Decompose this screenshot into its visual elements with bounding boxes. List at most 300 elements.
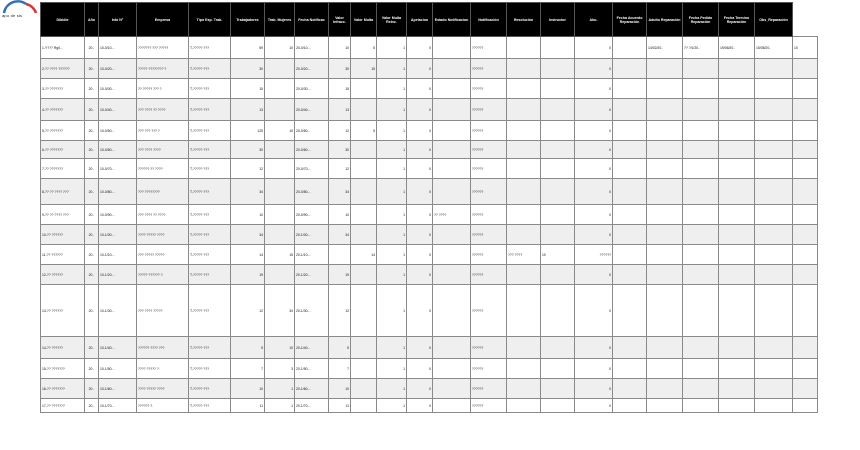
table-cell[interactable]	[793, 141, 818, 159]
table-cell[interactable]	[351, 337, 377, 359]
table-cell[interactable]: 0	[407, 399, 433, 413]
table-cell[interactable]: 20..	[85, 59, 99, 79]
table-cell[interactable]: 17-?? ???????	[41, 399, 85, 413]
column-header[interactable]: Abo.	[575, 3, 613, 37]
table-cell[interactable]	[265, 265, 295, 285]
table-cell[interactable]	[351, 159, 377, 179]
table-cell[interactable]: 20-0/70-..	[295, 159, 329, 179]
table-cell[interactable]	[507, 159, 541, 179]
table-cell[interactable]: 10-1/30-..	[99, 285, 137, 337]
table-row[interactable]	[41, 121, 818, 141]
table-cell[interactable]: T-????? ???	[189, 141, 231, 159]
table-cell[interactable]	[683, 99, 719, 121]
table-cell[interactable]: T-????? ???	[189, 179, 231, 205]
table-cell[interactable]	[433, 337, 471, 359]
table-cell[interactable]: ??????	[575, 245, 613, 265]
table-cell[interactable]	[541, 225, 575, 245]
table-cell[interactable]	[683, 337, 719, 359]
table-cell[interactable]: 0	[407, 179, 433, 205]
table-cell[interactable]	[755, 121, 793, 141]
table-cell[interactable]: ??????	[471, 399, 507, 413]
table-cell[interactable]: 15	[351, 59, 377, 79]
table-cell[interactable]	[433, 37, 471, 59]
table-cell[interactable]	[719, 245, 755, 265]
table-cell[interactable]: 0	[407, 37, 433, 59]
table-cell[interactable]	[793, 399, 818, 413]
table-cell[interactable]	[719, 399, 755, 413]
table-cell[interactable]: 12-?? ??????	[41, 265, 85, 285]
column-header[interactable]: Apelacion	[407, 3, 433, 37]
table-cell[interactable]: ??????	[471, 59, 507, 79]
table-cell[interactable]: ?????? ???? ???	[137, 337, 189, 359]
table-cell[interactable]: 20..	[85, 359, 99, 379]
table-cell[interactable]: 10-0/10-..	[99, 37, 137, 59]
table-cell[interactable]: 1	[265, 399, 295, 413]
column-header[interactable]: Empresa	[137, 3, 189, 37]
table-cell[interactable]	[507, 379, 541, 399]
table-cell[interactable]: 20..	[85, 141, 99, 159]
table-cell[interactable]: 20..	[85, 265, 99, 285]
table-cell[interactable]	[507, 121, 541, 141]
table-cell[interactable]: ???? ????? ????	[137, 379, 189, 399]
table-cell[interactable]: 20-1/30-..	[295, 285, 329, 337]
column-header[interactable]: Resolución	[507, 3, 541, 37]
table-cell[interactable]: 0	[575, 141, 613, 159]
table-cell[interactable]: 10-0/30-..	[99, 79, 137, 99]
table-cell[interactable]	[647, 141, 683, 159]
table-cell[interactable]	[755, 205, 793, 225]
table-cell[interactable]	[613, 399, 647, 413]
table-cell[interactable]	[541, 179, 575, 205]
table-cell[interactable]: 1	[377, 59, 407, 79]
table-cell[interactable]	[755, 79, 793, 99]
table-cell[interactable]	[541, 79, 575, 99]
table-cell[interactable]	[541, 59, 575, 79]
table-cell[interactable]: 5	[231, 337, 265, 359]
table-cell[interactable]: 20-1/50-..	[295, 359, 329, 379]
column-header[interactable]: Notificación	[471, 3, 507, 37]
table-cell[interactable]	[683, 359, 719, 379]
table-cell[interactable]: ??? ???? ?? ????	[137, 99, 189, 121]
table-cell[interactable]	[613, 141, 647, 159]
table-row[interactable]	[41, 245, 818, 265]
table-row[interactable]	[41, 205, 818, 225]
table-cell[interactable]: 15	[329, 79, 351, 99]
table-cell[interactable]	[647, 245, 683, 265]
table-cell[interactable]: 0	[575, 159, 613, 179]
table-cell[interactable]: 1	[377, 99, 407, 121]
table-cell[interactable]	[755, 379, 793, 399]
table-cell[interactable]	[507, 359, 541, 379]
table-cell[interactable]: 13	[231, 99, 265, 121]
table-cell[interactable]	[683, 59, 719, 79]
table-cell[interactable]	[433, 179, 471, 205]
table-cell[interactable]: 20-1/10-..	[295, 245, 329, 265]
table-cell[interactable]: ??????	[471, 359, 507, 379]
table-cell[interactable]: 10-0/80-..	[99, 179, 137, 205]
table-cell[interactable]	[683, 225, 719, 245]
table-cell[interactable]	[755, 59, 793, 79]
table-cell[interactable]	[507, 399, 541, 413]
table-cell[interactable]	[507, 337, 541, 359]
table-cell[interactable]	[351, 225, 377, 245]
table-cell[interactable]	[683, 399, 719, 413]
table-cell[interactable]	[613, 159, 647, 179]
table-cell[interactable]: 20..	[85, 399, 99, 413]
table-cell[interactable]	[351, 99, 377, 121]
column-header[interactable]: Valor Multa	[351, 3, 377, 37]
table-cell[interactable]	[683, 141, 719, 159]
table-cell[interactable]: 0	[407, 159, 433, 179]
table-cell[interactable]: 10	[265, 337, 295, 359]
table-cell[interactable]: T-????? ???	[189, 285, 231, 337]
table-cell[interactable]	[793, 359, 818, 379]
table-cell[interactable]	[719, 205, 755, 225]
table-cell[interactable]	[265, 79, 295, 99]
table-cell[interactable]	[507, 79, 541, 99]
table-cell[interactable]: 10-0/90-..	[99, 205, 137, 225]
table-cell[interactable]: 20-1/60-..	[295, 379, 329, 399]
table-cell[interactable]	[351, 179, 377, 205]
table-cell[interactable]: 1	[377, 37, 407, 59]
table-cell[interactable]	[647, 79, 683, 99]
table-cell[interactable]	[647, 225, 683, 245]
table-cell[interactable]	[647, 337, 683, 359]
table-cell[interactable]: 11	[329, 399, 351, 413]
table-cell[interactable]: 10	[265, 37, 295, 59]
table-cell[interactable]: 20..	[85, 79, 99, 99]
table-cell[interactable]	[647, 121, 683, 141]
column-header[interactable]: Fecha Pedido Reparación	[683, 3, 719, 37]
table-cell[interactable]: 10	[329, 205, 351, 225]
table-cell[interactable]	[719, 337, 755, 359]
table-cell[interactable]	[647, 285, 683, 337]
table-cell[interactable]: 0	[407, 265, 433, 285]
table-cell[interactable]: T-????? ???	[189, 359, 231, 379]
table-cell[interactable]: 14/02/20..	[647, 37, 683, 59]
table-cell[interactable]: 3-?? ???????	[41, 79, 85, 99]
table-cell[interactable]: 0	[575, 179, 613, 205]
column-header[interactable]: Adulto Reparación	[647, 3, 683, 37]
table-cell[interactable]: ?????? ?? ????	[137, 159, 189, 179]
table-cell[interactable]: 12	[231, 285, 265, 337]
table-cell[interactable]: 0	[407, 79, 433, 99]
table-cell[interactable]	[541, 285, 575, 337]
table-cell[interactable]: T-????? ???	[189, 159, 231, 179]
table-cell[interactable]	[755, 179, 793, 205]
table-cell[interactable]: ?????? ?.	[137, 399, 189, 413]
table-cell[interactable]: 0	[407, 141, 433, 159]
table-cell[interactable]	[613, 225, 647, 245]
table-cell[interactable]	[755, 337, 793, 359]
table-cell[interactable]: ???? ????? ?.	[137, 359, 189, 379]
table-cell[interactable]: 1	[265, 379, 295, 399]
table-cell[interactable]	[433, 59, 471, 79]
table-cell[interactable]: 0	[575, 37, 613, 59]
table-cell[interactable]: T-????? ???	[189, 399, 231, 413]
table-cell[interactable]	[541, 121, 575, 141]
table-cell[interactable]: 30	[231, 59, 265, 79]
table-cell[interactable]: 0	[407, 121, 433, 141]
table-cell[interactable]: 19	[231, 265, 265, 285]
table-cell[interactable]	[647, 379, 683, 399]
table-row[interactable]	[41, 265, 818, 285]
table-row[interactable]	[41, 59, 818, 79]
table-cell[interactable]	[613, 359, 647, 379]
table-cell[interactable]	[683, 79, 719, 99]
table-cell[interactable]: T-????? ???	[189, 121, 231, 141]
table-cell[interactable]: ????? ?????? ?.	[137, 265, 189, 285]
table-cell[interactable]	[351, 379, 377, 399]
table-cell[interactable]: 11-?? ??????	[41, 245, 85, 265]
table-cell[interactable]: ??? ??? ??? ?	[137, 121, 189, 141]
table-cell[interactable]: T-????? ???	[189, 245, 231, 265]
table-row[interactable]	[41, 399, 818, 413]
table-cell[interactable]	[793, 379, 818, 399]
table-cell[interactable]: 0	[575, 99, 613, 121]
table-row[interactable]	[41, 225, 818, 245]
table-cell[interactable]: 10	[329, 379, 351, 399]
table-cell[interactable]: 1-Y??? Rg0...	[41, 37, 85, 59]
table-cell[interactable]	[351, 205, 377, 225]
table-cell[interactable]	[541, 399, 575, 413]
table-cell[interactable]: 30	[231, 141, 265, 159]
table-cell[interactable]: 20..	[85, 121, 99, 141]
table-cell[interactable]: 1	[377, 179, 407, 205]
table-cell[interactable]: 1	[377, 205, 407, 225]
table-cell[interactable]: ??????	[471, 79, 507, 99]
table-cell[interactable]	[719, 265, 755, 285]
column-header[interactable]: Trabajadores	[231, 3, 265, 37]
table-cell[interactable]	[613, 179, 647, 205]
table-cell[interactable]: 20-0/50-..	[295, 121, 329, 141]
table-cell[interactable]	[647, 359, 683, 379]
column-header[interactable]: Tipo Exp. Trab.	[189, 3, 231, 37]
table-cell[interactable]	[541, 337, 575, 359]
table-cell[interactable]: T-????? ???	[189, 37, 231, 59]
table-cell[interactable]: 13	[329, 99, 351, 121]
table-cell[interactable]: 14-?? ??????	[41, 337, 85, 359]
table-cell[interactable]: ????? ???????? ?	[137, 59, 189, 79]
table-cell[interactable]: 20-1/70-..	[295, 399, 329, 413]
table-cell[interactable]	[351, 141, 377, 159]
table-cell[interactable]: ?? ????? ??? ?	[137, 79, 189, 99]
table-cell[interactable]	[541, 99, 575, 121]
table-cell[interactable]: 12	[329, 285, 351, 337]
table-cell[interactable]: 19/06/20..	[719, 37, 755, 59]
table-cell[interactable]	[793, 179, 818, 205]
table-cell[interactable]: 30	[329, 141, 351, 159]
table-cell[interactable]: 0	[575, 359, 613, 379]
table-cell[interactable]: ??????	[471, 121, 507, 141]
table-cell[interactable]: 10	[231, 379, 265, 399]
table-cell[interactable]	[433, 159, 471, 179]
table-cell[interactable]	[613, 99, 647, 121]
table-cell[interactable]: 1	[377, 121, 407, 141]
table-cell[interactable]: ???? ????? ????	[137, 225, 189, 245]
column-header[interactable]: Fecha Termino Reparación	[719, 3, 755, 37]
table-cell[interactable]: ??????	[471, 285, 507, 337]
table-cell[interactable]	[793, 99, 818, 121]
table-cell[interactable]	[507, 141, 541, 159]
table-cell[interactable]	[265, 59, 295, 79]
table-cell[interactable]: 20-1/20-..	[295, 265, 329, 285]
table-cell[interactable]: 16-?? ???????	[41, 379, 85, 399]
table-row[interactable]	[41, 79, 818, 99]
table-cell[interactable]: 0	[407, 337, 433, 359]
table-cell[interactable]	[793, 225, 818, 245]
table-cell[interactable]: 10-1/00-..	[99, 225, 137, 245]
table-cell[interactable]	[613, 285, 647, 337]
table-cell[interactable]	[613, 245, 647, 265]
table-cell[interactable]	[507, 99, 541, 121]
table-cell[interactable]: ??? ???? ?????	[137, 285, 189, 337]
table-cell[interactable]	[541, 205, 575, 225]
table-cell[interactable]	[613, 37, 647, 59]
table-cell[interactable]	[647, 99, 683, 121]
table-cell[interactable]	[507, 285, 541, 337]
table-cell[interactable]	[541, 379, 575, 399]
table-cell[interactable]: 10-1/40-..	[99, 337, 137, 359]
table-cell[interactable]: 1	[377, 337, 407, 359]
table-cell[interactable]: 34	[265, 285, 295, 337]
table-cell[interactable]	[755, 399, 793, 413]
table-cell[interactable]	[433, 399, 471, 413]
table-cell[interactable]	[683, 205, 719, 225]
table-cell[interactable]	[433, 79, 471, 99]
table-cell[interactable]: 5-?? ???????	[41, 121, 85, 141]
table-cell[interactable]	[433, 265, 471, 285]
table-cell[interactable]	[719, 225, 755, 245]
table-cell[interactable]	[351, 399, 377, 413]
table-cell[interactable]: 0	[575, 379, 613, 399]
table-cell[interactable]: 0	[407, 99, 433, 121]
table-cell[interactable]: ??????	[471, 37, 507, 59]
table-cell[interactable]	[613, 337, 647, 359]
table-cell[interactable]	[647, 205, 683, 225]
table-cell[interactable]: 10-1/20-..	[99, 265, 137, 285]
table-cell[interactable]	[433, 245, 471, 265]
table-cell[interactable]	[647, 179, 683, 205]
table-cell[interactable]	[719, 79, 755, 99]
table-cell[interactable]: 20-1/40-..	[295, 337, 329, 359]
table-cell[interactable]: 34	[329, 179, 351, 205]
table-cell[interactable]: 10	[329, 37, 351, 59]
table-cell[interactable]: 5	[329, 337, 351, 359]
table-cell[interactable]	[683, 121, 719, 141]
table-cell[interactable]: 8-?? ?? ???? ???	[41, 179, 85, 205]
table-cell[interactable]	[683, 265, 719, 285]
table-cell[interactable]	[433, 141, 471, 159]
table-cell[interactable]: 0	[575, 205, 613, 225]
table-cell[interactable]: 3	[265, 359, 295, 379]
table-cell[interactable]	[755, 159, 793, 179]
table-cell[interactable]: 12	[329, 159, 351, 179]
table-cell[interactable]: ??? ????????	[137, 179, 189, 205]
table-cell[interactable]	[793, 285, 818, 337]
column-header[interactable]: Valor Infracc.	[329, 3, 351, 37]
table-cell[interactable]: T-????? ???	[189, 265, 231, 285]
table-cell[interactable]	[507, 59, 541, 79]
table-cell[interactable]: 0	[407, 59, 433, 79]
table-cell[interactable]: 20..	[85, 225, 99, 245]
table-cell[interactable]: 10-0/20-..	[99, 59, 137, 79]
table-cell[interactable]	[647, 159, 683, 179]
table-cell[interactable]	[755, 141, 793, 159]
table-cell[interactable]: ??? ???? ????	[137, 141, 189, 159]
table-cell[interactable]: 1	[377, 159, 407, 179]
table-cell[interactable]	[541, 265, 575, 285]
table-cell[interactable]: 0	[575, 79, 613, 99]
table-cell[interactable]: ??????	[471, 205, 507, 225]
table-cell[interactable]	[719, 121, 755, 141]
table-row[interactable]	[41, 179, 818, 205]
column-header[interactable]: Año	[85, 3, 99, 37]
table-cell[interactable]: ?? ????	[433, 205, 471, 225]
table-cell[interactable]	[265, 159, 295, 179]
table-cell[interactable]	[793, 159, 818, 179]
table-cell[interactable]	[793, 205, 818, 225]
table-cell[interactable]	[507, 205, 541, 225]
table-cell[interactable]: ??? ???? ?? ????	[137, 205, 189, 225]
table-cell[interactable]: 11	[231, 399, 265, 413]
table-cell[interactable]: 20..	[85, 159, 99, 179]
table-cell[interactable]: 20..	[85, 99, 99, 121]
table-cell[interactable]	[541, 37, 575, 59]
table-cell[interactable]	[613, 79, 647, 99]
table-cell[interactable]	[793, 59, 818, 79]
table-cell[interactable]: 20-1/00-..	[295, 225, 329, 245]
table-cell[interactable]: 6-?? ???????	[41, 141, 85, 159]
table-cell[interactable]	[755, 265, 793, 285]
table-cell[interactable]	[613, 59, 647, 79]
column-header[interactable]: Instructor	[541, 3, 575, 37]
table-cell[interactable]	[793, 245, 818, 265]
table-cell[interactable]: T-????? ???	[189, 337, 231, 359]
table-cell[interactable]	[719, 379, 755, 399]
table-cell[interactable]	[265, 99, 295, 121]
table-cell[interactable]: 20-0/60-..	[295, 141, 329, 159]
table-cell[interactable]	[793, 79, 818, 99]
table-row[interactable]	[41, 337, 818, 359]
table-cell[interactable]: ??????	[471, 225, 507, 245]
table-cell[interactable]	[719, 179, 755, 205]
table-cell[interactable]: T-????? ???	[189, 79, 231, 99]
table-cell[interactable]: 10-0/60-..	[99, 141, 137, 159]
table-cell[interactable]: 0	[407, 225, 433, 245]
table-cell[interactable]: 20-0/30-..	[295, 79, 329, 99]
table-cell[interactable]: 20..	[85, 337, 99, 359]
table-cell[interactable]	[719, 285, 755, 337]
table-cell[interactable]	[433, 225, 471, 245]
table-row[interactable]	[41, 359, 818, 379]
table-cell[interactable]: 20-0/20-..	[295, 59, 329, 79]
table-cell[interactable]	[351, 79, 377, 99]
table-cell[interactable]	[329, 245, 351, 265]
table-cell[interactable]	[265, 225, 295, 245]
table-cell[interactable]: 59	[231, 37, 265, 59]
table-cell[interactable]: ??????? ??? ?????	[137, 37, 189, 59]
table-cell[interactable]	[793, 265, 818, 285]
column-header[interactable]: Valor Multa Reinc.	[377, 3, 407, 37]
table-cell[interactable]: 20..	[85, 379, 99, 399]
table-cell[interactable]: 0	[407, 285, 433, 337]
table-cell[interactable]	[793, 337, 818, 359]
column-header[interactable]: Fecha Acuerdo Reparación	[613, 3, 647, 37]
table-cell[interactable]: 5	[351, 121, 377, 141]
table-cell[interactable]: 10-0/50-..	[99, 121, 137, 141]
table-cell[interactable]: 34	[231, 179, 265, 205]
